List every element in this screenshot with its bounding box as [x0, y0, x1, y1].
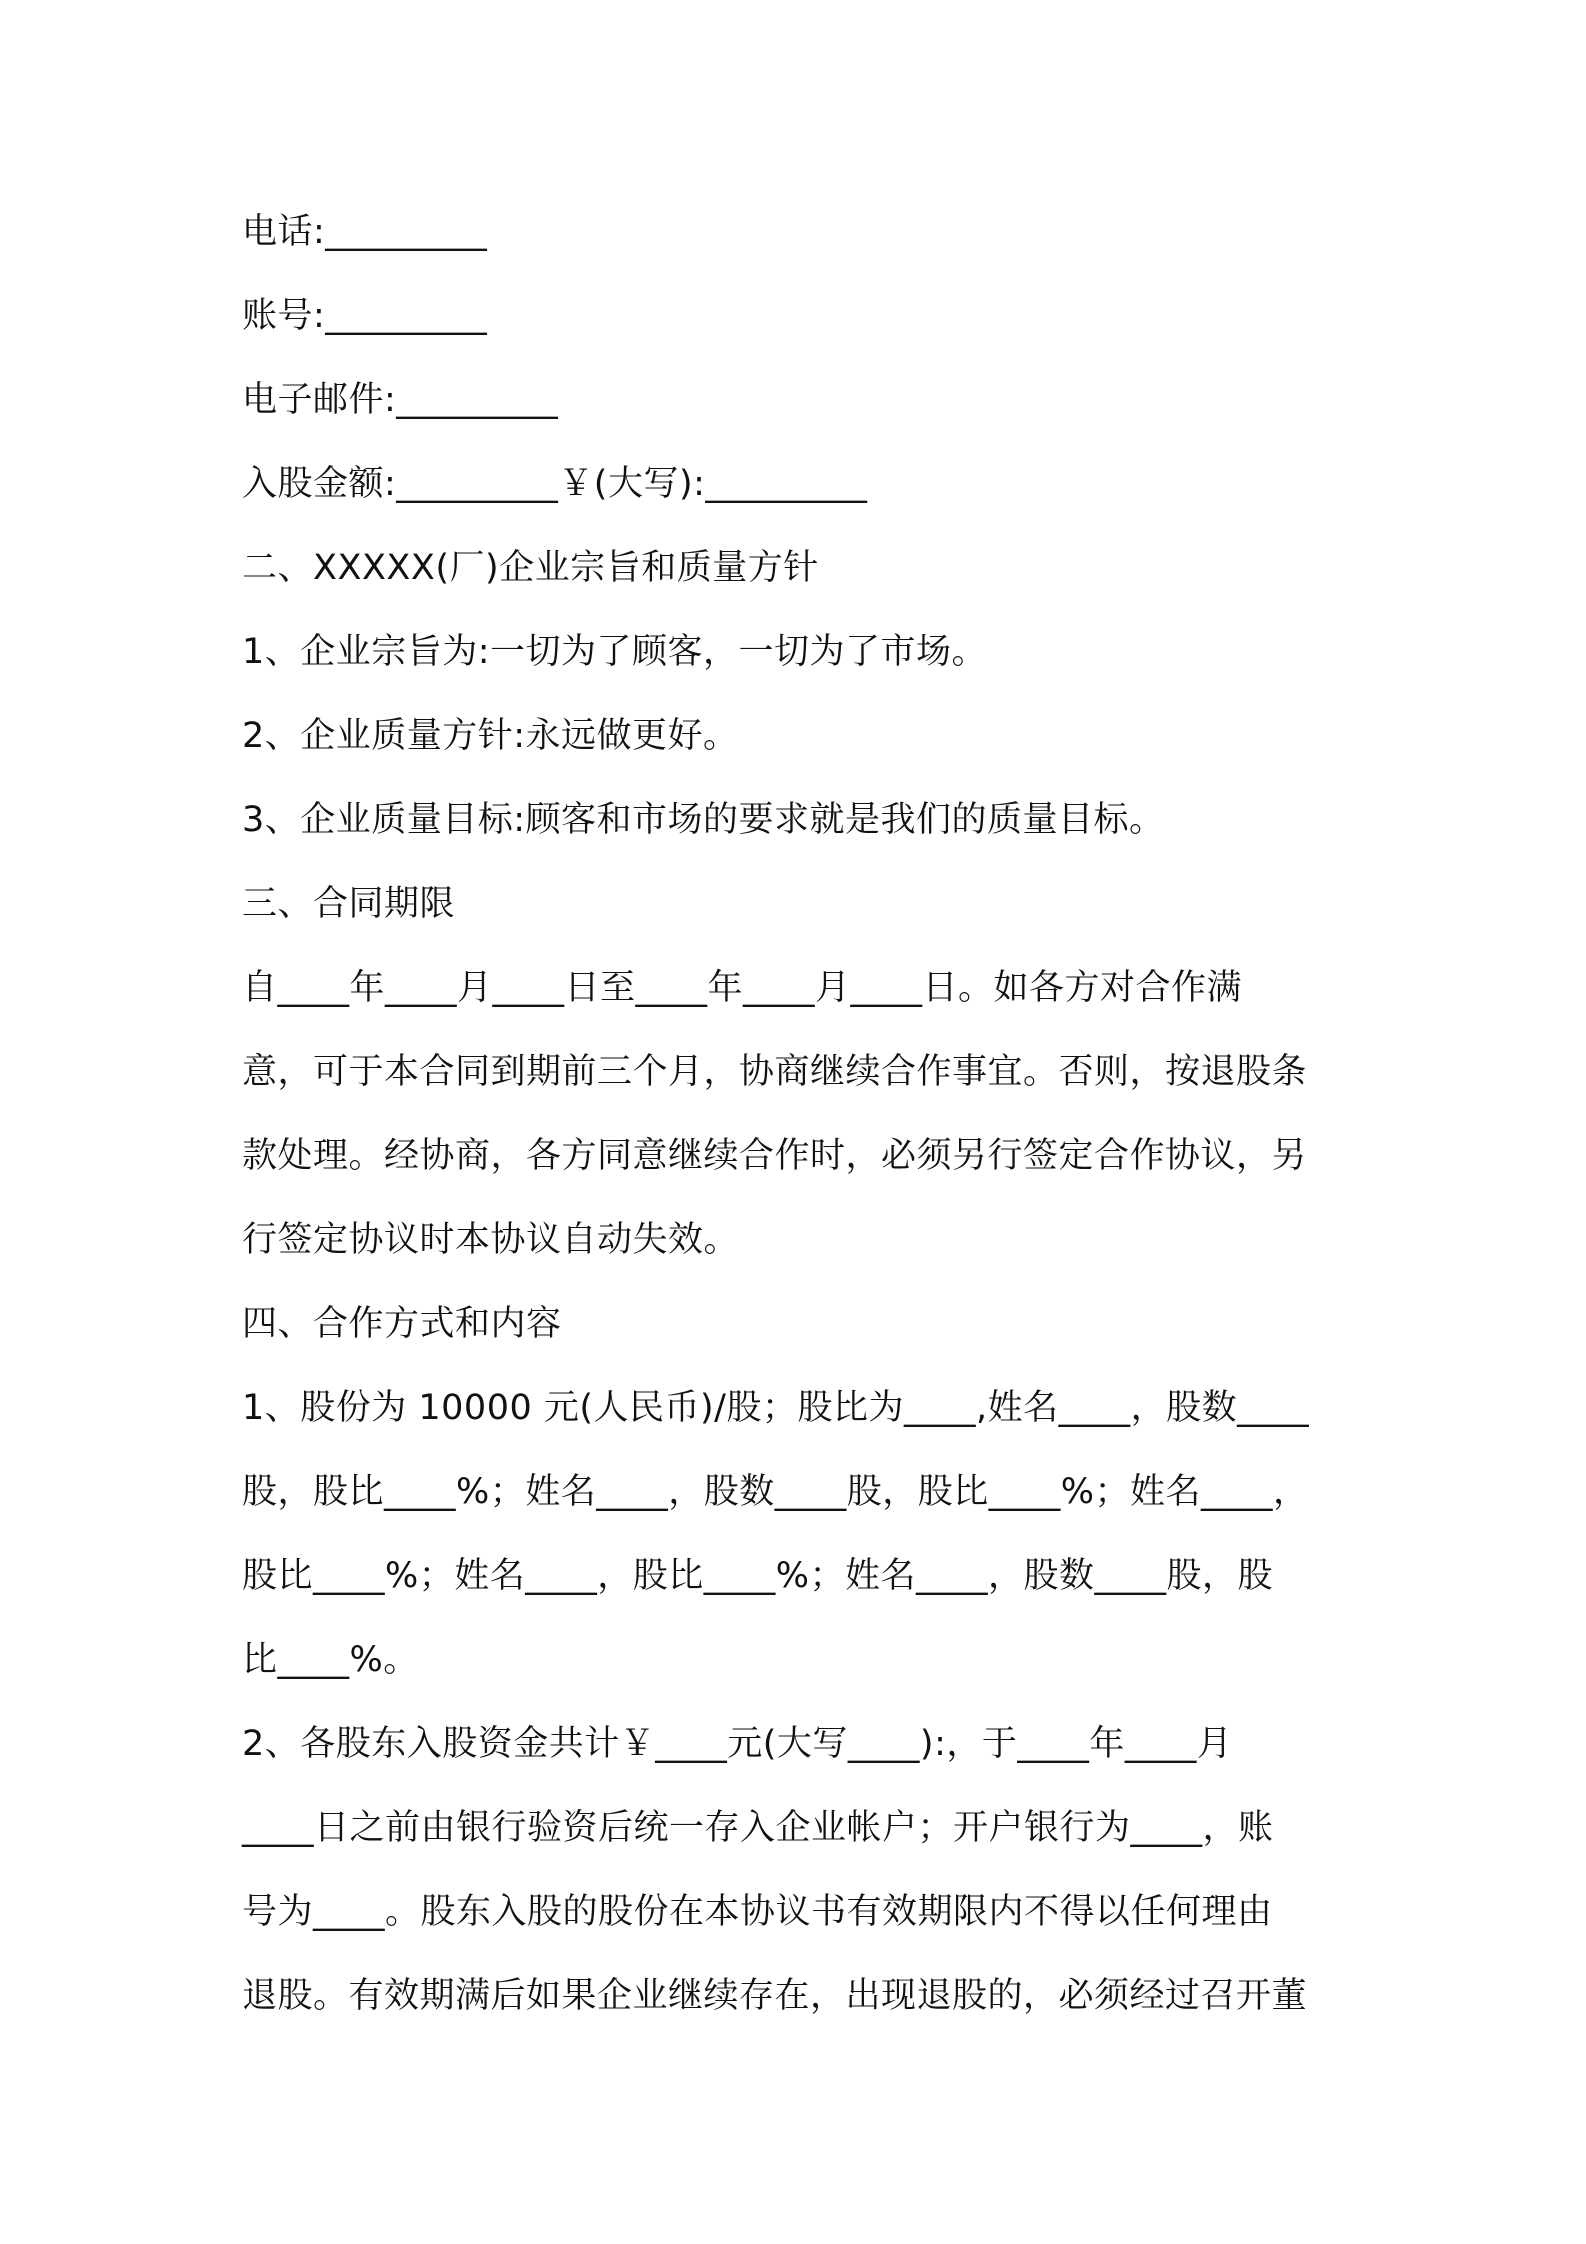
paragraph-line: 款处理。经协商，各方同意继续合作时，必须另行签定合作协议，另 — [242, 1136, 1308, 1176]
paragraph-line: 号为____。股东入股的股份在本协议书有效期限内不得以任何理由 — [242, 1892, 1273, 1932]
section-2-item-1: 1、企业宗旨为:一切为了顾客，一切为了市场。 — [242, 632, 988, 672]
account-field-line: 账号:_________ — [242, 296, 488, 336]
paragraph-line: ____日之前由银行验资后统一存入企业帐户；开户银行为____，账 — [242, 1808, 1274, 1848]
section-4-item-2 — [242, 1702, 1360, 2038]
paragraph-line: 自____年____月____日至____年____月____日。如各方对合作满 — [242, 968, 1243, 1008]
paragraph-line: 比____%。 — [242, 1640, 419, 1680]
paragraph-line: 股比____%；姓名____，股比____%；姓名____，股数____股，股 — [242, 1556, 1274, 1596]
section-2-heading: 二、XXXXX(厂)企业宗旨和质量方针 — [242, 548, 819, 588]
paragraph-line: 2、各股东入股资金共计￥____元(大写____):，于____年____月 — [242, 1724, 1233, 1764]
paragraph-line: 退股。有效期满后如果企业继续存在，出现退股的，必须经过召开董 — [242, 1976, 1308, 2016]
paragraph-line: 股，股比____%；姓名____，股数____股，股比____%；姓名____， — [242, 1472, 1309, 1512]
amount-field-line: 入股金额:_________￥(大写):_________ — [242, 464, 868, 504]
phone-field-line: 电话:_________ — [242, 212, 488, 252]
paragraph-line: 意，可于本合同到期前三个月，协商继续合作事宜。否则，按退股条 — [242, 1052, 1308, 1092]
section-2-item-2: 2、企业质量方针:永远做更好。 — [242, 716, 739, 756]
document-page — [242, 190, 1360, 2038]
paragraph-line: 1、股份为 10000 元(人民币)/股；股比为____,姓名____，股数____ — [242, 1388, 1310, 1428]
section-4-item-1 — [242, 1366, 1360, 1702]
email-field-line: 电子邮件:_________ — [242, 380, 559, 420]
section-3-paragraph — [242, 946, 1360, 1282]
section-3-heading: 三、合同期限 — [242, 884, 456, 924]
paragraph-line: 行签定协议时本协议自动失效。 — [242, 1220, 740, 1260]
section-4-heading: 四、合作方式和内容 — [242, 1304, 562, 1344]
section-2-item-3: 3、企业质量目标:顾客和市场的要求就是我们的质量目标。 — [242, 800, 1165, 840]
